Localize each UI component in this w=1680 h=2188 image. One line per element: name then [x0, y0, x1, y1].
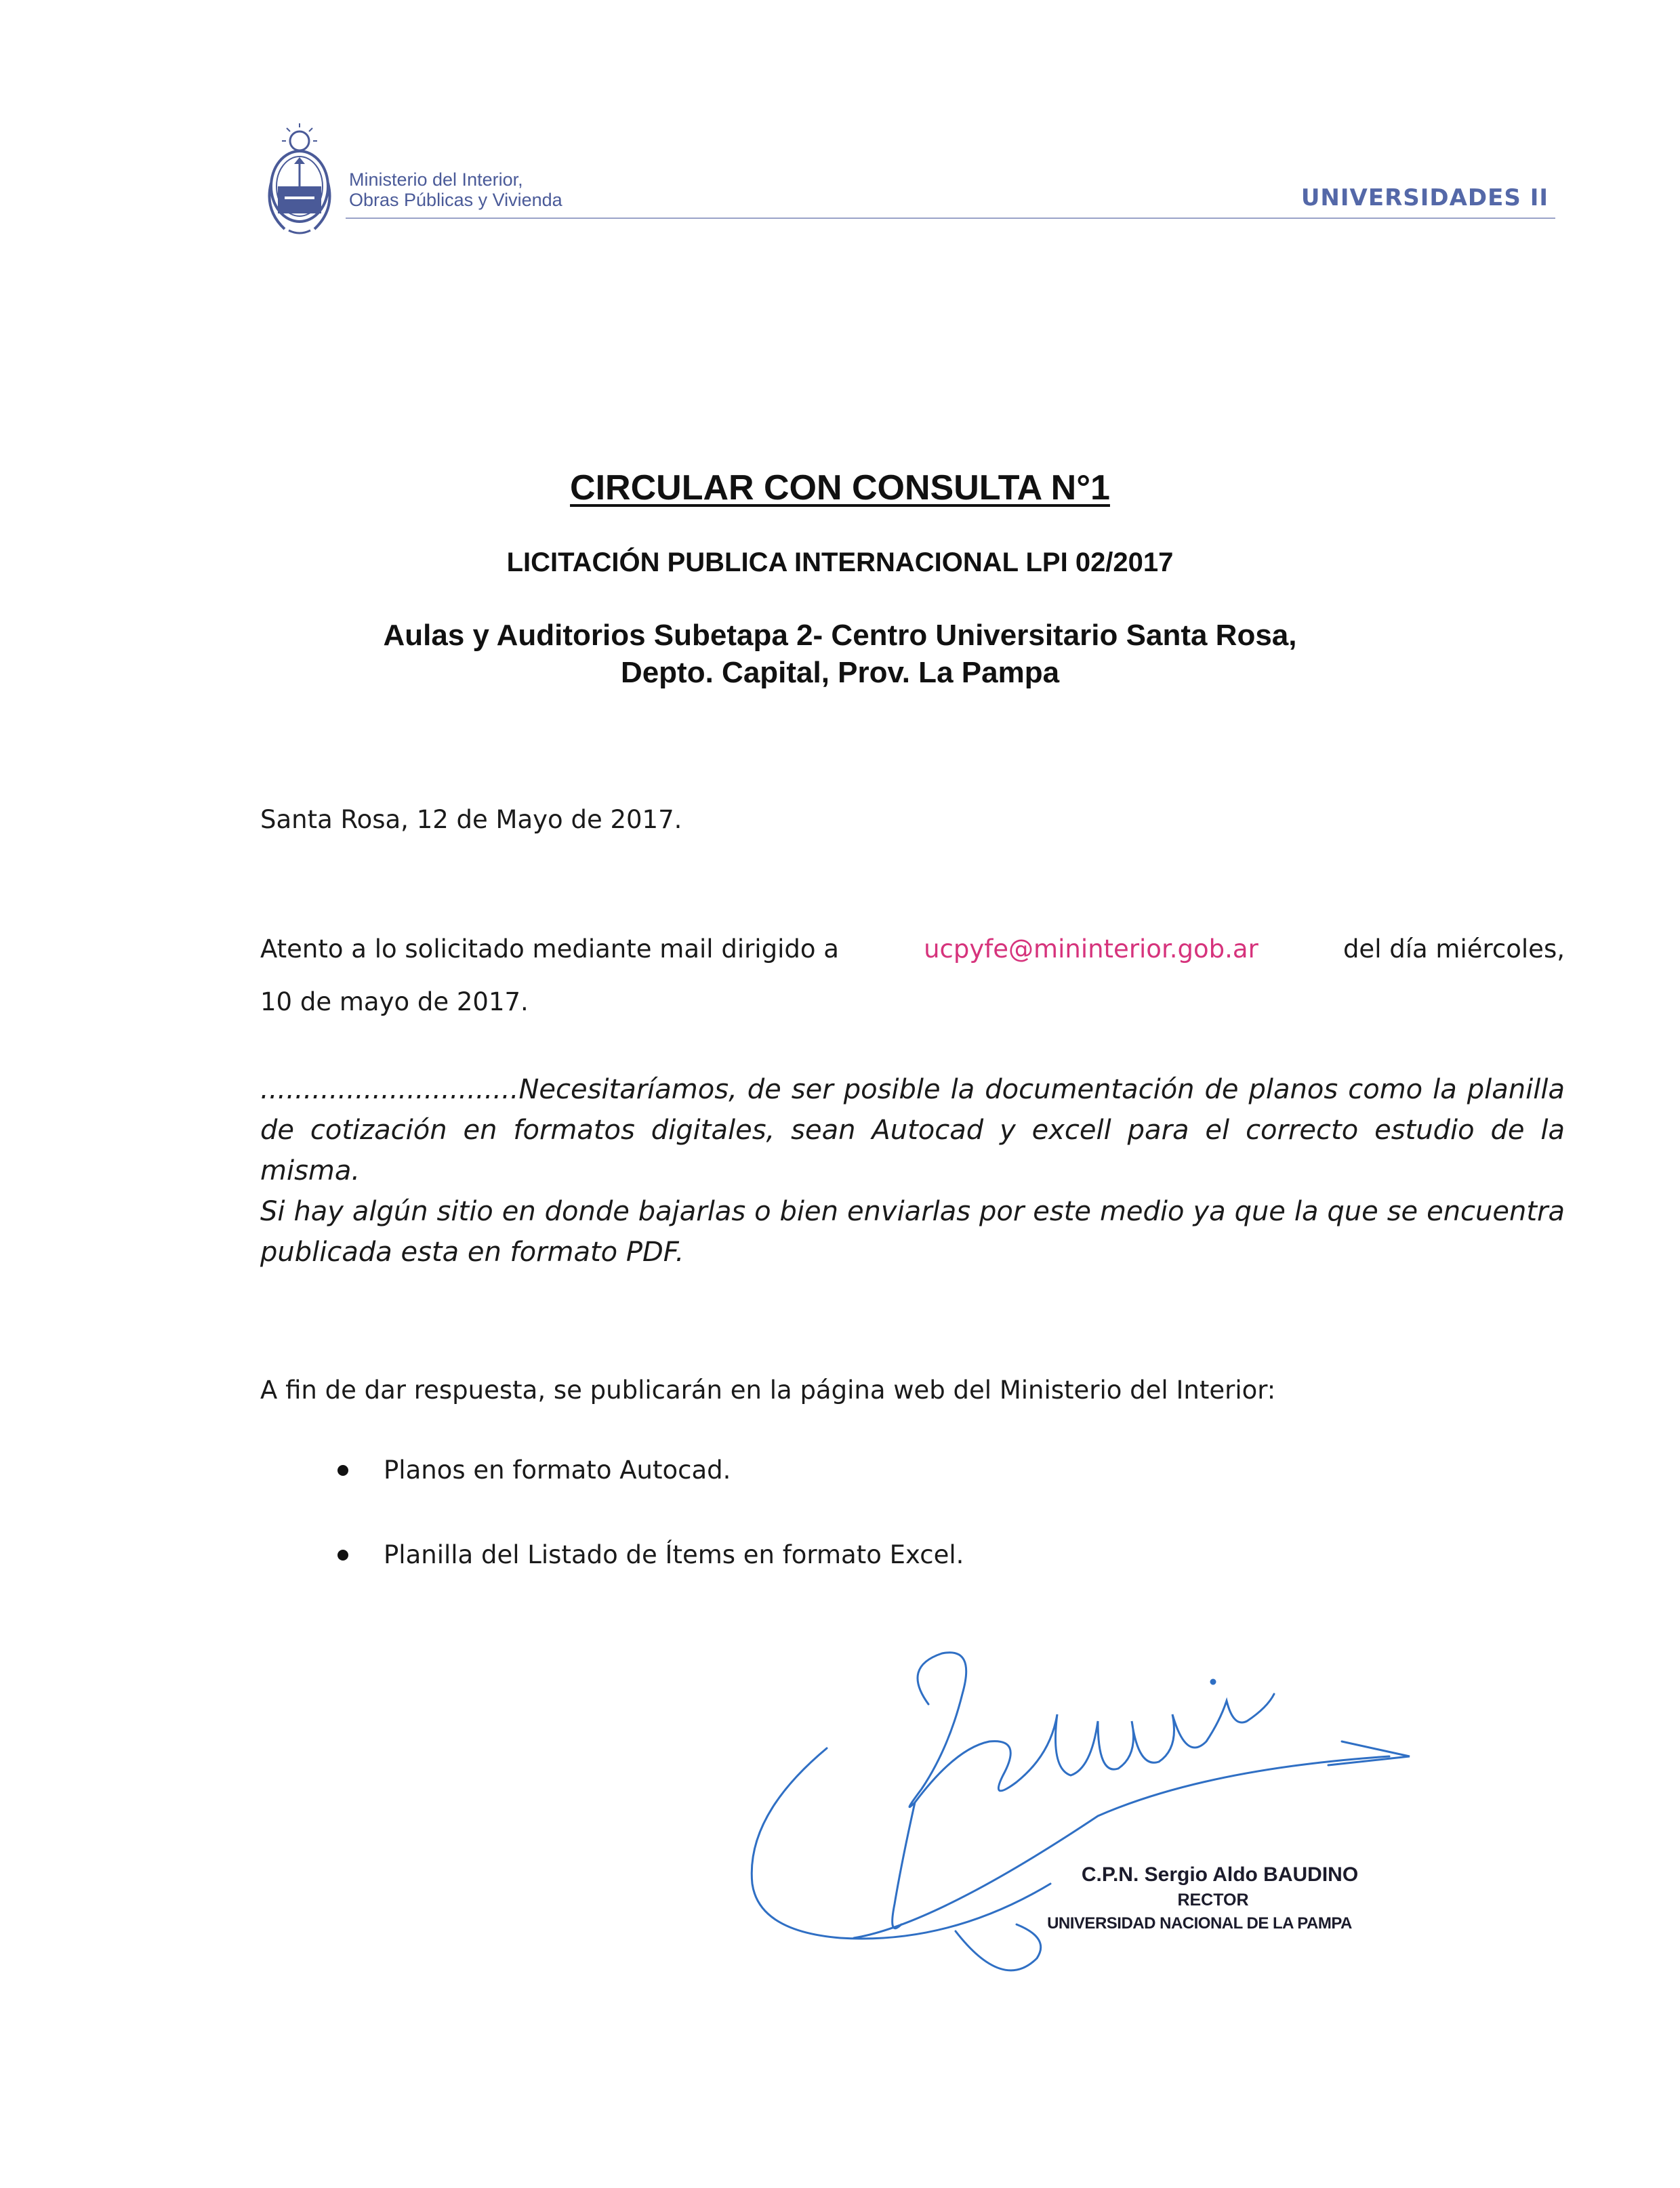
quoted-request [260, 1069, 1565, 1273]
circular-title [0, 468, 1680, 508]
quote-paragraph-1: ..............................Necesitaríamos, de ser posible la documentación de planos como la planilla de cotización en formatos digitales, sean Autocad y excell para el correcto estudio de la misma. [260, 1074, 1565, 1186]
quote-paragraph-2: Si hay algún sitio en donde bajarlas o bien enviarlas por este medio ya que la que se encuentra publicada esta en formato PDF. [260, 1196, 1565, 1268]
ministry-line-2: Obras Públicas y Vivienda [349, 190, 562, 210]
ministry-name [349, 169, 562, 210]
circular-title-text: CIRCULAR CON CONSULTA N°1 [570, 468, 1110, 508]
project-title [0, 617, 1680, 691]
bullet-icon [337, 1465, 348, 1476]
list-item [260, 1542, 1565, 1626]
program-name: UNIVERSIDADES II [1300, 184, 1549, 211]
signatory-title: RECTOR [1177, 1891, 1249, 1910]
letterhead [264, 122, 1555, 224]
intro-line-1 [260, 923, 1565, 976]
signature-block [732, 1640, 1491, 1992]
list-item [260, 1457, 1565, 1542]
argentina-coat-of-arms-icon [264, 122, 346, 237]
answer-paragraph: A fin de dar respuesta, se publicarán en la página web del Ministerio del Interior: [260, 1376, 1276, 1405]
signature-stamp [1010, 1863, 1389, 1933]
signatory-institution: UNIVERSIDAD NACIONAL DE LA PAMPA [1047, 1914, 1352, 1933]
letter-date: Santa Rosa, 12 de Mayo de 2017. [260, 805, 682, 834]
project-title-line-2: Depto. Capital, Prov. La Pampa [620, 656, 1060, 689]
handwritten-signature-icon [732, 1640, 1491, 1992]
intro-line-2: 10 de mayo de 2017. [260, 987, 529, 1016]
intro-paragraph [260, 923, 1565, 1029]
project-title-line-1: Aulas y Auditorios Subetapa 2- Centro Universitario Santa Rosa, [383, 619, 1297, 652]
list-item-text: Planos en formato Autocad. [384, 1456, 731, 1485]
email-link[interactable]: ucpyfe@mininterior.gob.ar [924, 934, 1258, 964]
tender-title: LICITACIÓN PUBLICA INTERNACIONAL LPI 02/2017 [506, 548, 1174, 577]
header-divider [346, 218, 1555, 219]
intro-text-2: del día miércoles, [1343, 934, 1565, 964]
bullet-icon [337, 1550, 348, 1561]
ministry-line-1: Ministerio del Interior, [349, 169, 523, 190]
answer-list [260, 1457, 1565, 1626]
intro-text-1: Atento a lo solicitado mediante mail dirigido a [260, 934, 839, 964]
list-item-text: Planilla del Listado de Ítems en formato Excel. [384, 1540, 964, 1569]
signatory-name: C.P.N. Sergio Aldo BAUDINO [1081, 1863, 1359, 1886]
